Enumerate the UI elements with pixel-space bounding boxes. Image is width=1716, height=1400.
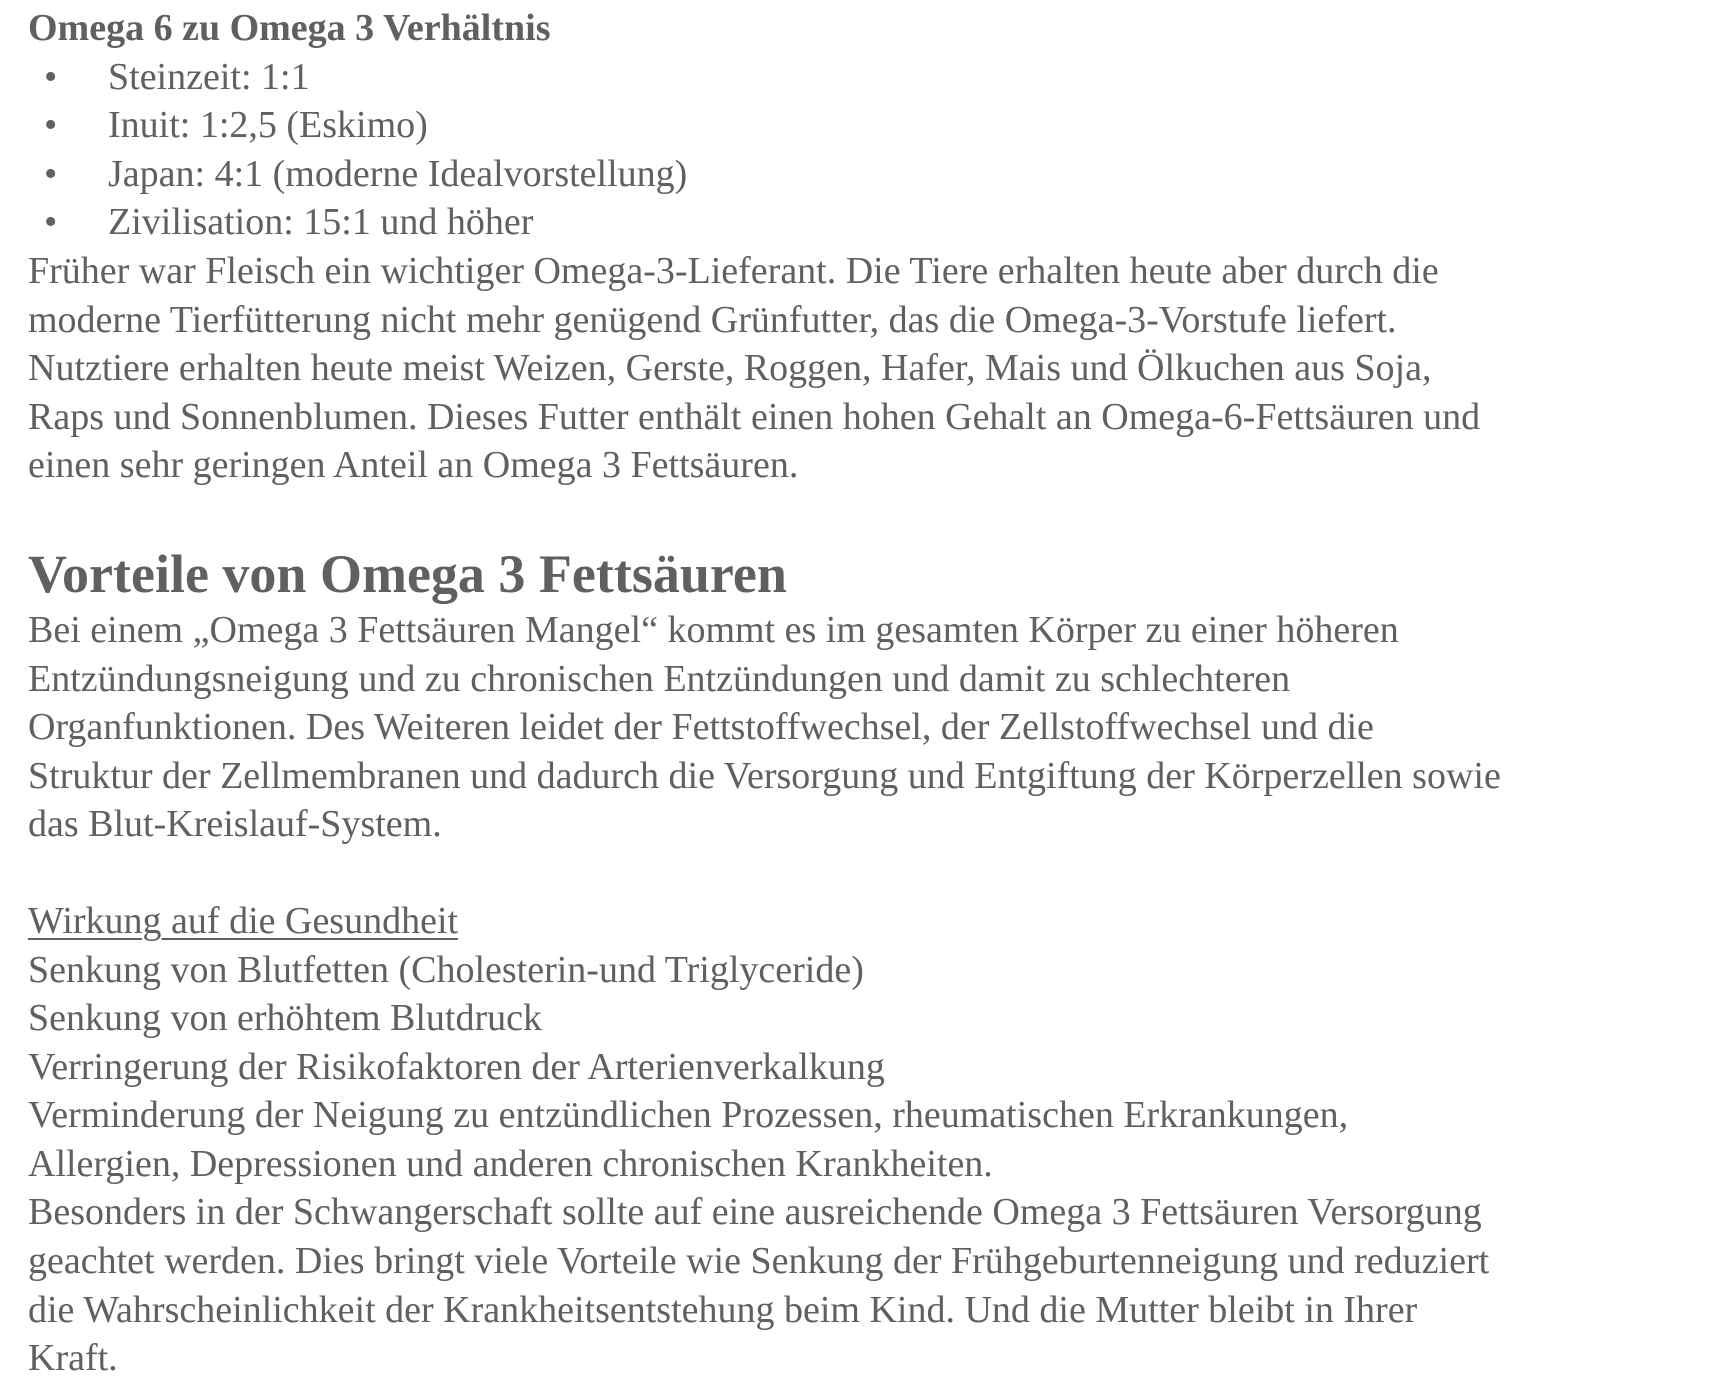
paragraph-line: Verringerung der Risikofaktoren der Arterienverkalkung xyxy=(28,1045,885,1088)
list-item-text: Inuit: 1:2,5 (Eskimo) xyxy=(108,104,428,147)
paragraph-line: das Blut-Kreislauf-System. xyxy=(28,803,442,846)
paragraph-line: Kraft. xyxy=(28,1337,118,1380)
health-subheading: Wirkung auf die Gesundheit xyxy=(28,899,459,942)
paragraph-line: Senkung von Blutfetten (Cholesterin-und Triglyceride) xyxy=(28,948,864,991)
section-heading: Vorteile von Omega 3 Fettsäuren xyxy=(28,543,787,604)
paragraph-line: Verminderung der Neigung zu entzündlichen Prozessen, rheumatischen Erkrankungen, xyxy=(28,1094,1349,1137)
paragraph-line: Entzündungsneigung und zu chronischen Entzündungen und damit zu schlechteren xyxy=(28,657,1291,700)
paragraph-line: Besonders in der Schwangerschaft sollte auf eine ausreichende Omega 3 Fettsäuren Versorgung xyxy=(28,1191,1482,1234)
list-item xyxy=(28,53,1698,102)
list-item-text: Steinzeit: 1:1 xyxy=(108,55,310,98)
paragraph-line: Raps und Sonnenblumen. Dieses Futter enthält einen hohen Gehalt an Omega-6-Fettsäuren und xyxy=(28,395,1481,438)
bullet-icon: • xyxy=(44,152,58,195)
list-item xyxy=(28,101,1698,150)
paragraph-line: Senkung von erhöhtem Blutdruck xyxy=(28,997,542,1040)
list-item xyxy=(28,198,1698,247)
intro-paragraph xyxy=(28,247,1698,490)
paragraph-line: geachtet werden. Dies bringt viele Vorteile wie Senkung der Frühgeburtenneigung und reduziert xyxy=(28,1240,1490,1283)
document-content xyxy=(28,4,1698,1383)
paragraph-line: Früher war Fleisch ein wichtiger Omega-3-Lieferant. Die Tiere erhalten heute aber durch die xyxy=(28,249,1439,292)
paragraph-line: Struktur der Zellmembranen und dadurch die Versorgung und Entgiftung der Körperzellen sowie xyxy=(28,754,1501,797)
ratio-list xyxy=(28,53,1698,247)
list-item-text: Japan: 4:1 (moderne Idealvorstellung) xyxy=(108,152,688,195)
paragraph-line: moderne Tierfütterung nicht mehr genügend Grünfutter, das die Omega-3-Vorstufe liefert. xyxy=(28,298,1397,341)
bullet-icon: • xyxy=(44,201,58,244)
bullet-icon: • xyxy=(44,55,58,98)
list-item xyxy=(28,150,1698,199)
paragraph-line: Organfunktionen. Des Weiteren leidet der Fettstoffwechsel, der Zellstoffwechsel und die xyxy=(28,706,1374,749)
spacer xyxy=(28,490,1698,538)
paragraph-line: Bei einem „Omega 3 Fettsäuren Mangel“ kommt es im gesamten Körper zu einer höheren xyxy=(28,608,1399,651)
paragraph-line: Allergien, Depressionen und anderen chronischen Krankheiten. xyxy=(28,1142,993,1185)
list-item-text: Zivilisation: 15:1 und höher xyxy=(108,201,534,244)
benefits-paragraph xyxy=(28,606,1698,849)
paragraph-line: einen sehr geringen Anteil an Omega 3 Fettsäuren. xyxy=(28,444,799,487)
health-effects xyxy=(28,946,1698,1383)
paragraph-line: die Wahrscheinlichkeit der Krankheitsentstehung beim Kind. Und die Mutter bleibt in Ihrer xyxy=(28,1288,1418,1331)
spacer xyxy=(28,849,1698,897)
paragraph-line: Nutztiere erhalten heute meist Weizen, Gerste, Roggen, Hafer, Mais und Ölkuchen aus Soja, xyxy=(28,347,1432,390)
ratio-heading: Omega 6 zu Omega 3 Verhältnis xyxy=(28,7,551,49)
bullet-icon: • xyxy=(44,104,58,147)
